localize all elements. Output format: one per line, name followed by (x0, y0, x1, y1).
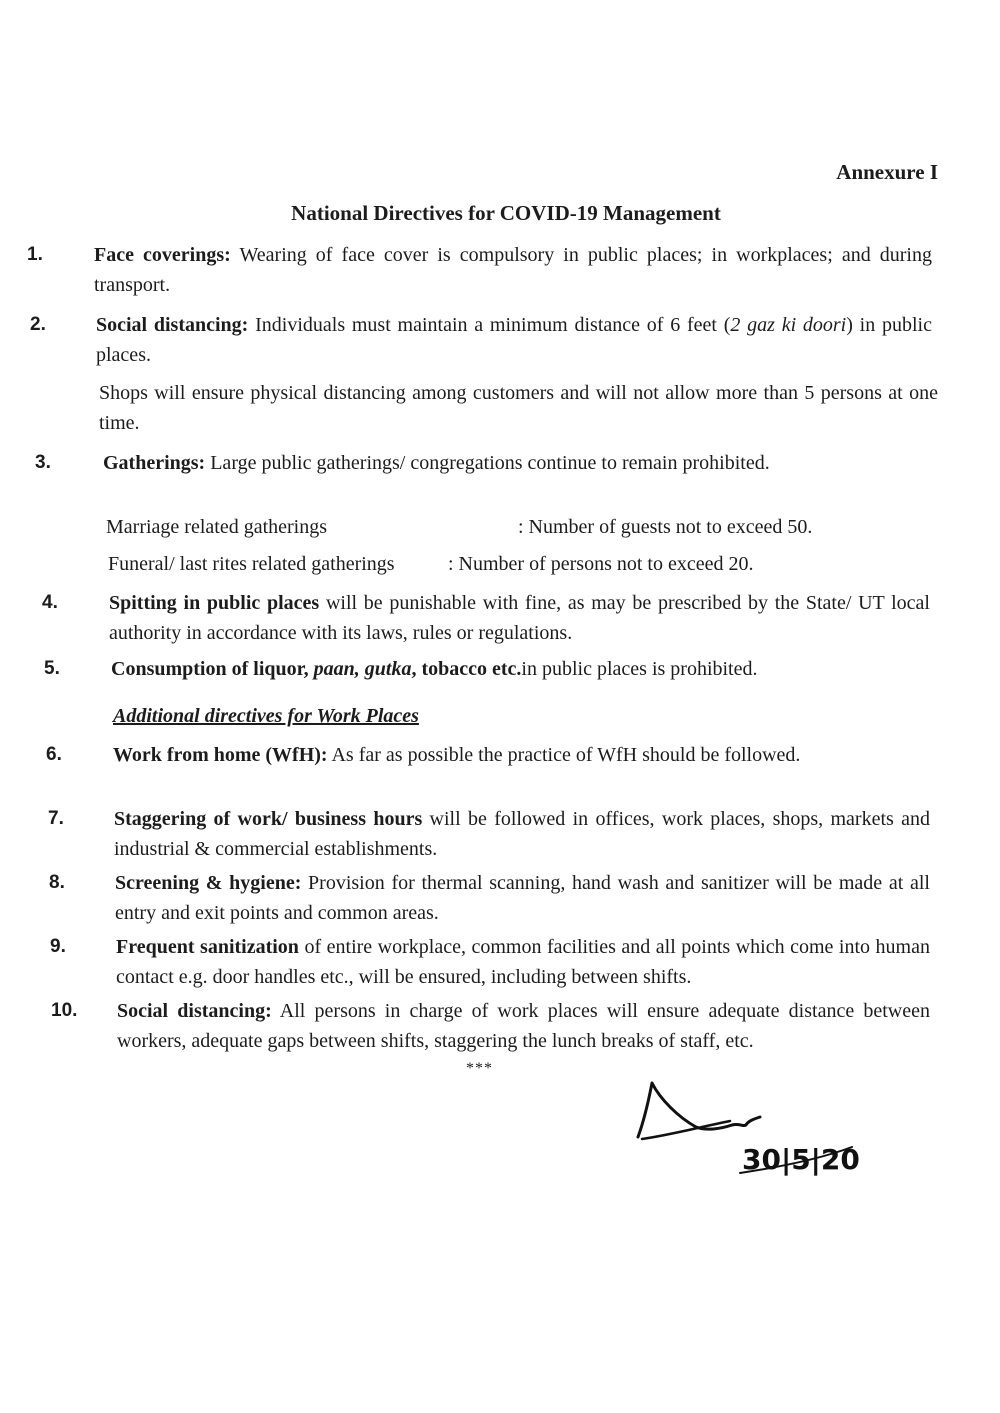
item-heading: Gatherings: (103, 452, 206, 474)
item-number: 2. (30, 314, 46, 335)
item-text: will be punishable with fine, as may be prescribed by the State/ UT local authority in accordance with its laws, rules or regulations. (109, 592, 930, 644)
item-text: Large public gatherings/ congregations continue to remain prohibited. (205, 452, 770, 474)
item-number: 5. (44, 658, 60, 679)
item-text: of entire workplace, common facilities and all points which come into human contact e.g. door handles etc., will be ensured, including between shifts. (116, 936, 930, 988)
item-text: will be followed in offices, work places, shops, markets and industrial & commercial establishments. (114, 808, 930, 860)
item-heading: Staggering of work/ business hours (114, 808, 423, 830)
row-label: Marriage related gatherings (106, 516, 328, 538)
end-mark: *** (466, 1060, 493, 1077)
item-number: 6. (46, 744, 62, 765)
item-text: Wearing of face cover is compulsory in public places; in workplaces; and during transport. (94, 244, 932, 296)
row-value: : Number of guests not to exceed 50. (518, 516, 813, 538)
item-italic-text: paan, gutka (313, 658, 412, 680)
item-heading: Consumption of liquor, (111, 658, 314, 680)
item-text-end: ) in public places. (96, 314, 932, 366)
annexure-label: Annexure I (836, 160, 938, 184)
marriage-gathering-row (106, 516, 906, 539)
item-heading: Social distancing: (117, 1000, 272, 1022)
item-text: As far as possible the practice of WfH should be followed. (327, 744, 801, 766)
item-heading: Spitting in public places (109, 592, 320, 614)
item-number: 4. (42, 592, 58, 613)
item-number: 1. (27, 244, 43, 265)
item-heading-end: , tobacco etc. (411, 658, 522, 680)
signature-date: 30|5|20 (742, 1143, 860, 1176)
item-text: All persons in charge of work places will ensure adequate distance between workers, adequate gaps between shifts, staggering the lunch breaks of staff, etc. (117, 1000, 931, 1052)
shops-paragraph: Shops will ensure physical distancing among customers and will not allow more than 5 persons at one time. (99, 382, 938, 434)
item-text: Individuals must maintain a minimum distance of 6 feet ( (248, 314, 731, 336)
item-number: 7. (48, 808, 64, 829)
item-heading: Frequent sanitization (116, 936, 299, 958)
item-heading: Social distancing: (96, 314, 249, 336)
item-heading: Screening & hygiene: (115, 872, 302, 894)
item-number: 9. (50, 936, 66, 957)
funeral-gathering-row (108, 553, 908, 576)
item-text: Provision for thermal scanning, hand wash and sanitizer will be made at all entry and exit points and common areas. (115, 872, 930, 924)
item-italic-text: 2 gaz ki doori (730, 314, 847, 336)
item-text: in public places is prohibited. (521, 658, 758, 680)
work-places-subheading: Additional directives for Work Places (113, 705, 419, 727)
item-heading: Face coverings: (94, 244, 231, 266)
handwritten-signature (630, 1075, 880, 1185)
item-number: 8. (49, 872, 65, 893)
row-value: : Number of persons not to exceed 20. (448, 553, 754, 575)
row-label: Funeral/ last rites related gatherings (108, 553, 395, 575)
item-number: 10. (51, 1000, 78, 1021)
document-title: National Directives for COVID-19 Management (291, 201, 721, 225)
item-heading: Work from home (WfH): (113, 744, 328, 766)
item-number: 3. (35, 452, 51, 473)
